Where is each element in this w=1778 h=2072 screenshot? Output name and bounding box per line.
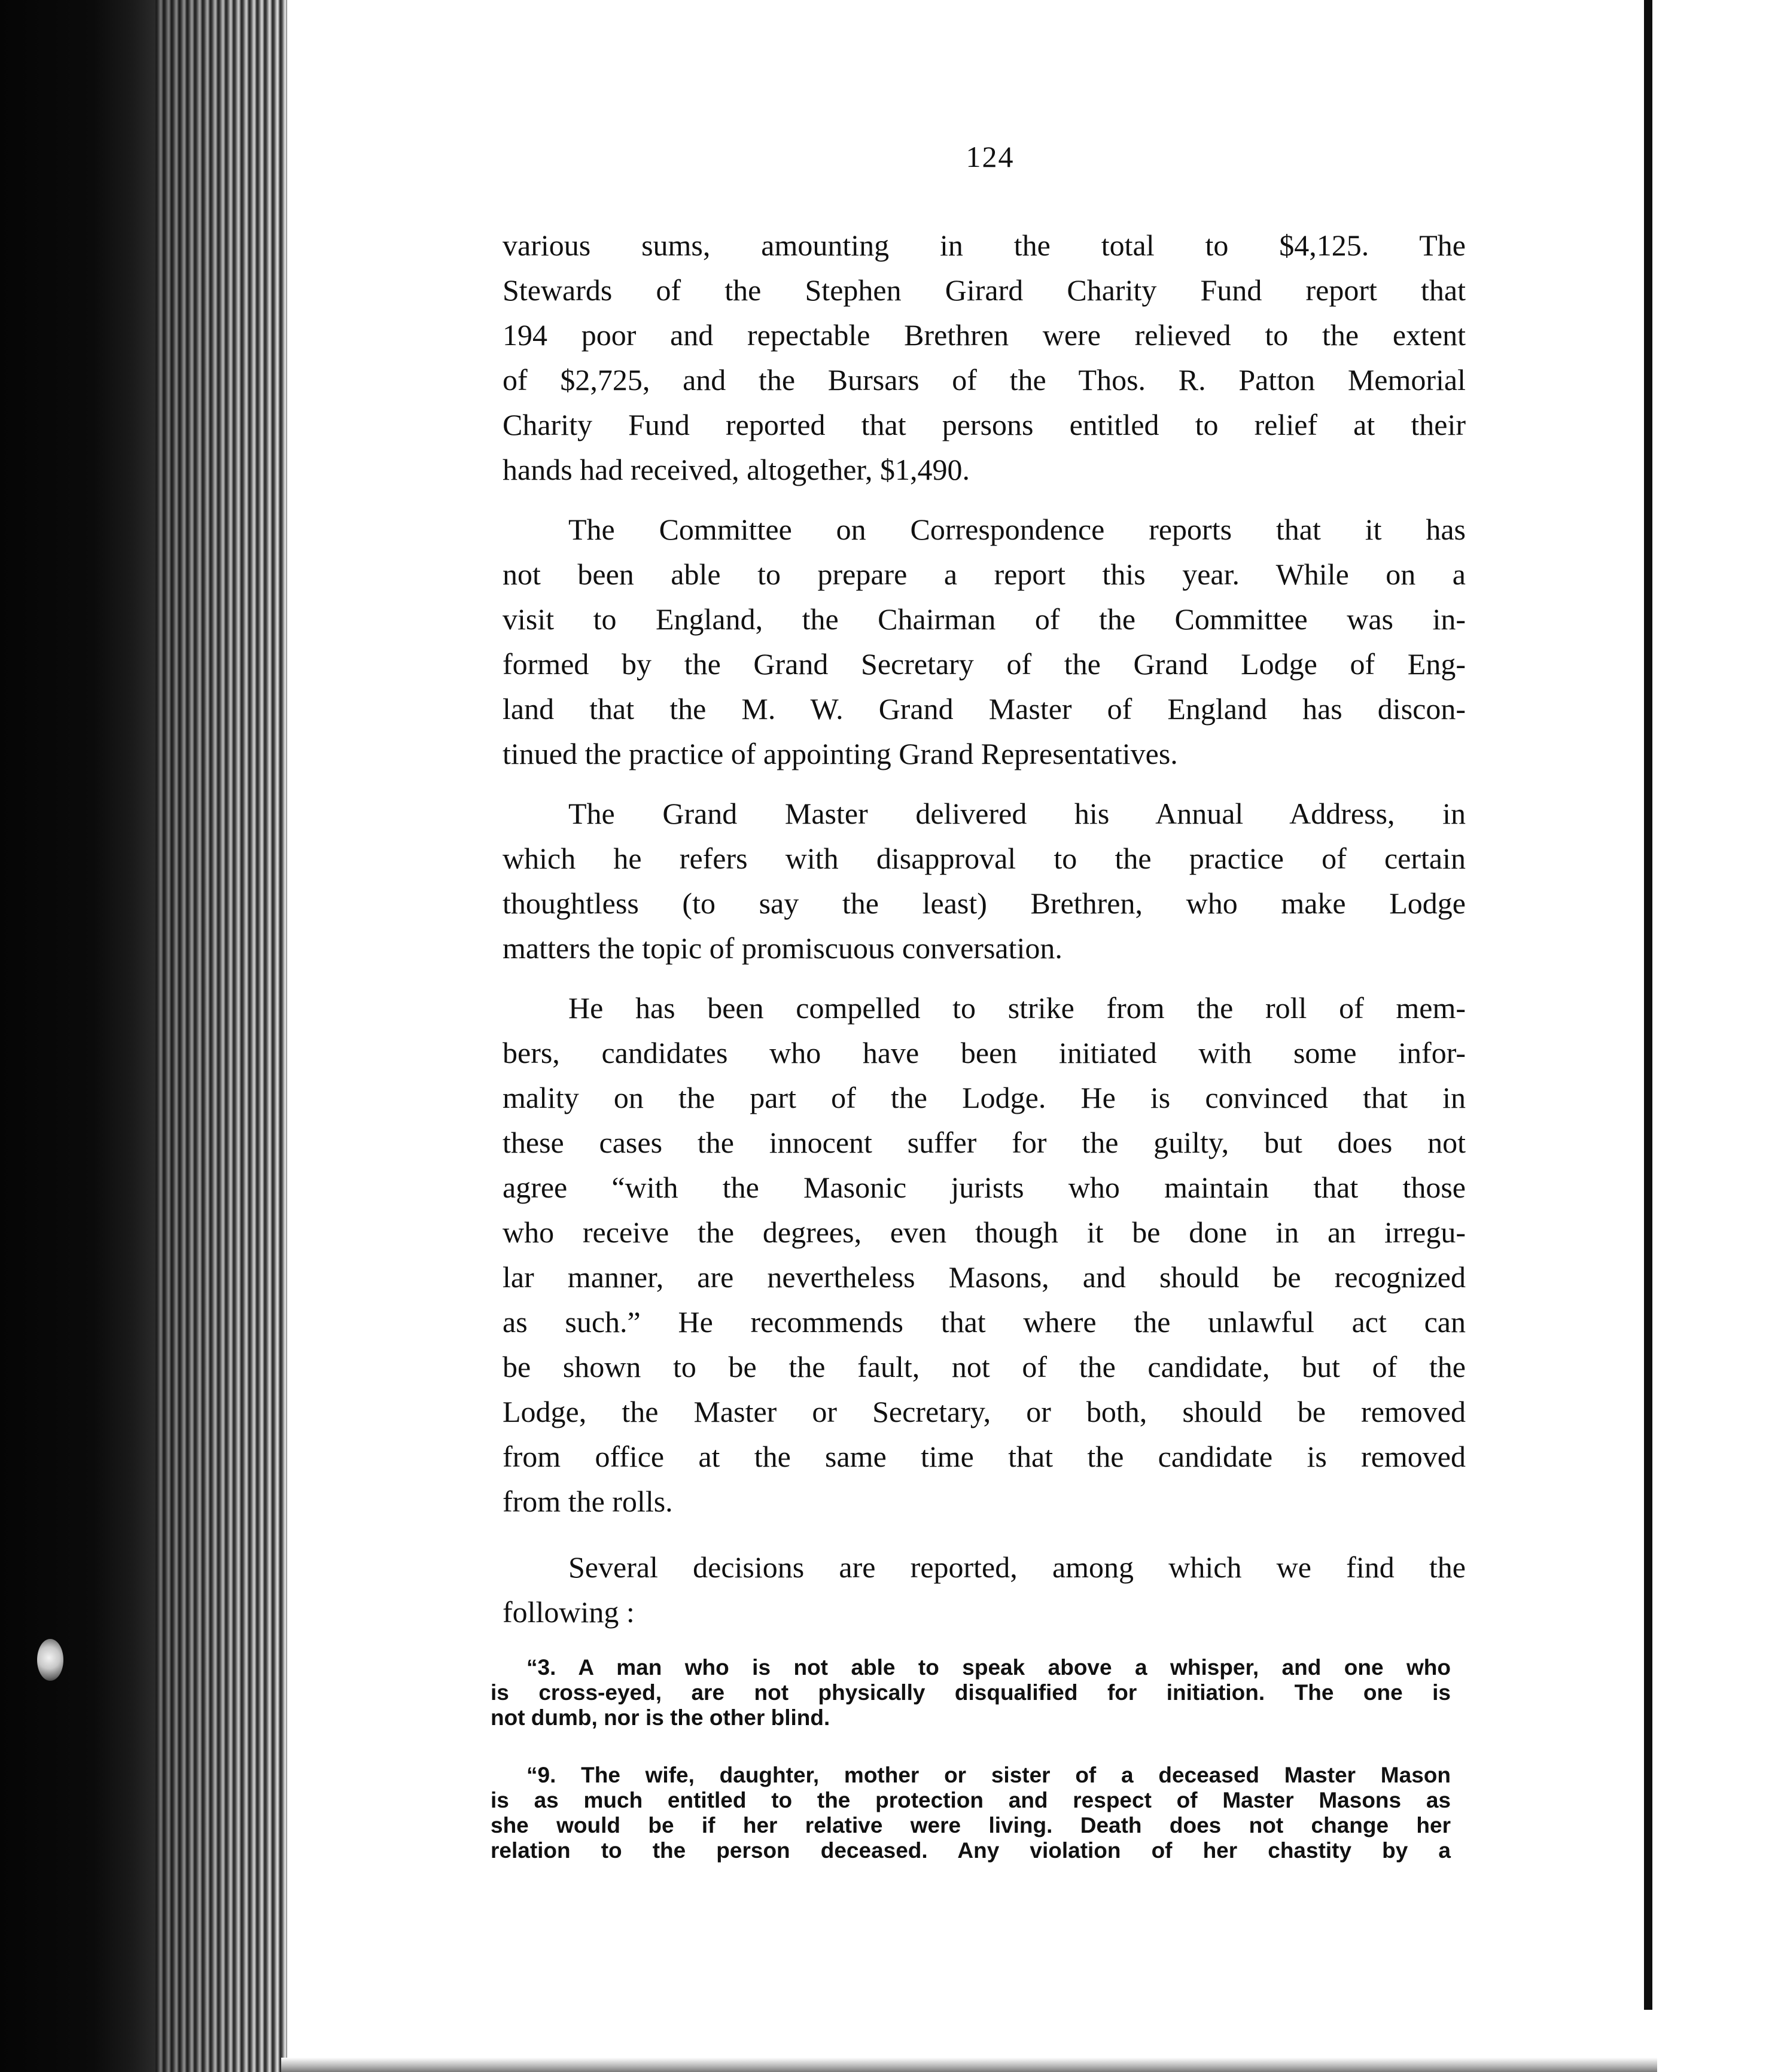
- quote-line: “9. The wife, daughter, mother or sister of a deceased Master Mason: [526, 1763, 1451, 1787]
- text-line: various sums, amounting in the total to $4,125. The: [503, 228, 1466, 262]
- text-line: 194 poor and repectable Brethren were relieved to the extent: [503, 318, 1466, 352]
- text-line: agree “with the Masonic jurists who maintain that those: [503, 1171, 1466, 1204]
- text-line: be shown to be the fault, not of the candidate, but of the: [503, 1350, 1466, 1384]
- text-line: following :: [503, 1595, 635, 1629]
- text-line: matters the topic of promiscuous conversation.: [503, 931, 1062, 965]
- quote-line: not dumb, nor is the other blind.: [491, 1705, 830, 1730]
- text-line: who receive the degrees, even though it be done in an irregu-: [503, 1215, 1466, 1249]
- right-page-edge: [1644, 0, 1652, 2010]
- text-line: mality on the part of the Lodge. He is convinced that in: [503, 1081, 1466, 1114]
- page-number: 124: [966, 140, 1015, 173]
- text-line: these cases the innocent suffer for the guilty, but does not: [503, 1126, 1466, 1159]
- text-line: bers, candidates who have been initiated with some infor-: [503, 1036, 1466, 1069]
- bottom-page-edge: [281, 2058, 1657, 2072]
- text-line: formed by the Grand Secretary of the Grand Lodge of Eng-: [503, 647, 1466, 681]
- text-line: Several decisions are reported, among which we find the: [568, 1550, 1466, 1584]
- text-line: of $2,725, and the Bursars of the Thos. R. Patton Memorial: [503, 363, 1466, 397]
- text-line: lar manner, are nevertheless Masons, and should be recognized: [503, 1260, 1466, 1294]
- text-line: from the rolls.: [503, 1485, 673, 1518]
- text-line: thoughtless (to say the least) Brethren, who make Lodge: [503, 886, 1466, 920]
- quote-line: she would be if her relative were living. Death does not change her: [491, 1813, 1451, 1838]
- text-line: The Committee on Correspondence reports that it has: [568, 513, 1466, 546]
- text-line: as such.” He recommends that where the unlawful act can: [503, 1305, 1466, 1339]
- text-line: Lodge, the Master or Secretary, or both, should be removed: [503, 1395, 1466, 1428]
- quote-line: relation to the person deceased. Any violation of her chastity by a: [491, 1838, 1451, 1863]
- quote-line: is as much entitled to the protection and respect of Master Masons as: [491, 1788, 1451, 1812]
- text-line: visit to England, the Chairman of the Committee was in-: [503, 602, 1466, 636]
- text-line: which he refers with disapproval to the practice of certain: [503, 842, 1466, 875]
- text-line: The Grand Master delivered his Annual Address, in: [568, 797, 1466, 830]
- quote-line: is cross-eyed, are not physically disqualified for initiation. The one is: [491, 1680, 1451, 1705]
- binding-mark: [37, 1639, 63, 1681]
- text-line: land that the M. W. Grand Master of England has discon-: [503, 692, 1466, 726]
- text-line: Charity Fund reported that persons entitled to relief at their: [503, 408, 1466, 441]
- text-line: tinued the practice of appointing Grand Representatives.: [503, 737, 1178, 770]
- page-edges: [156, 0, 287, 2072]
- quote-line: “3. A man who is not able to speak above a whisper, and one who: [526, 1655, 1451, 1680]
- text-line: Stewards of the Stephen Girard Charity Fund report that: [503, 273, 1466, 307]
- text-line: He has been compelled to strike from the roll of mem-: [568, 991, 1466, 1025]
- text-line: from office at the same time that the candidate is removed: [503, 1440, 1466, 1473]
- text-line: not been able to prepare a report this year. While on a: [503, 557, 1466, 591]
- text-line: hands had received, altogether, $1,490.: [503, 453, 970, 486]
- book-binding: [0, 0, 156, 2072]
